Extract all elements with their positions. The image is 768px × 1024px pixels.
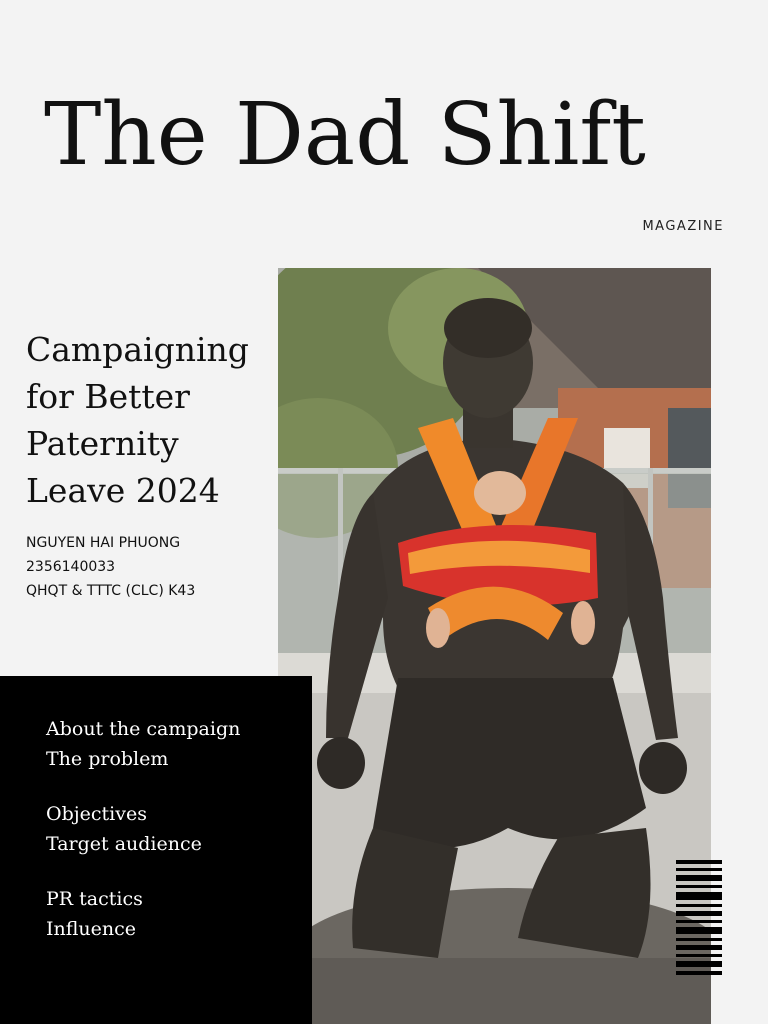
cover-photo [278, 268, 711, 1024]
contents-group-campaign [46, 714, 240, 774]
student-id: 2356140033 [26, 559, 116, 575]
contents-group-objectives [46, 799, 202, 859]
author-block [26, 531, 195, 603]
contents-item-objectives[interactable]: Objectives [46, 803, 147, 825]
contents-item-problem[interactable]: The problem [46, 748, 169, 770]
contents-group-tactics [46, 884, 143, 944]
contents-item-pr-tactics[interactable]: PR tactics [46, 888, 143, 910]
contents-item-target-audience[interactable]: Target audience [46, 833, 202, 855]
magazine-label: MAGAZINE [642, 219, 724, 234]
contents-item-influence[interactable]: Influence [46, 918, 137, 940]
class-name: QHQT & TTTC (CLC) K43 [26, 583, 196, 599]
barcode-icon [676, 860, 722, 978]
cover-headline: Campaigning for Better Paternity Leave 2024 [26, 330, 249, 510]
author-name: NGUYEN HAI PHUONG [26, 535, 181, 551]
contents-panel [0, 676, 312, 1024]
contents-item-about-campaign[interactable]: About the campaign [46, 718, 241, 740]
magazine-title: The Dad Shift [44, 85, 646, 185]
